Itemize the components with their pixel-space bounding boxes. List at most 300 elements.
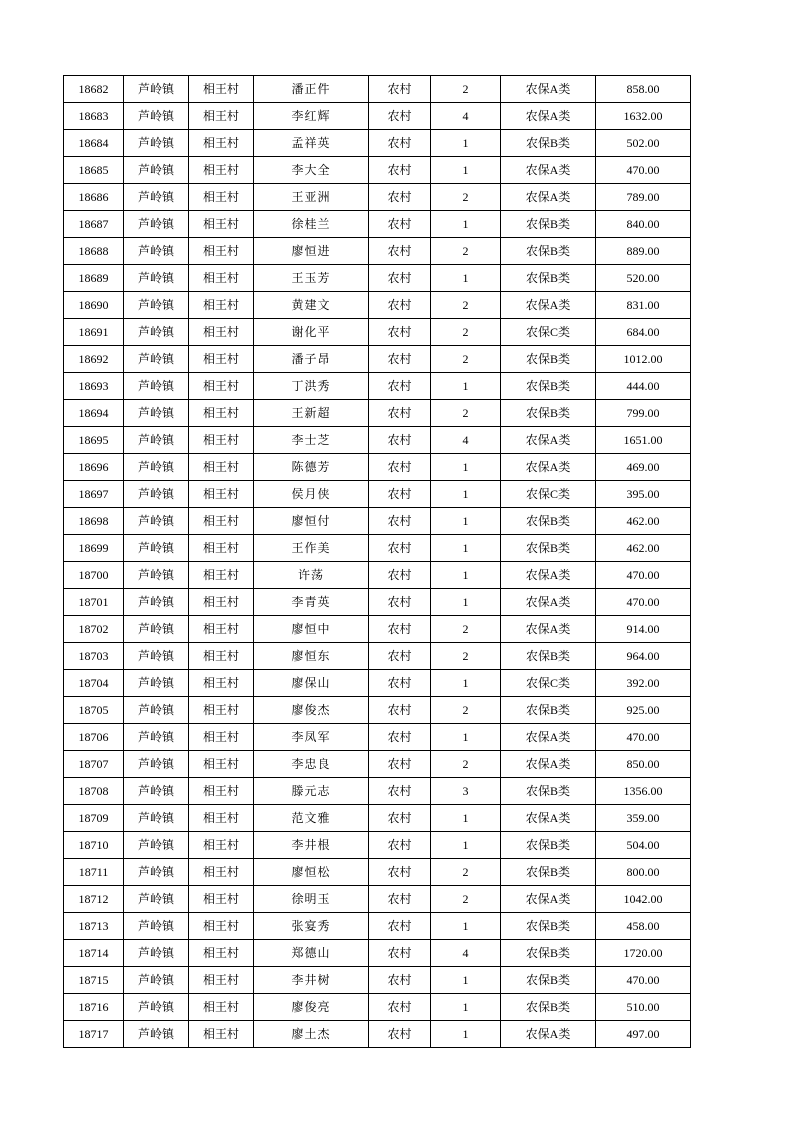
cell-id: 18710 — [64, 832, 124, 859]
cell-name: 范文雅 — [254, 805, 369, 832]
cell-count: 2 — [431, 697, 501, 724]
cell-town: 芦岭镇 — [124, 994, 189, 1021]
cell-amount: 964.00 — [596, 643, 691, 670]
cell-category: 农保A类 — [501, 562, 596, 589]
cell-town: 芦岭镇 — [124, 616, 189, 643]
cell-town: 芦岭镇 — [124, 643, 189, 670]
cell-type: 农村 — [369, 535, 431, 562]
cell-village: 相王村 — [189, 805, 254, 832]
cell-id: 18698 — [64, 508, 124, 535]
cell-name: 李大全 — [254, 157, 369, 184]
cell-village: 相王村 — [189, 481, 254, 508]
cell-village: 相王村 — [189, 886, 254, 913]
cell-village: 相王村 — [189, 238, 254, 265]
cell-count: 2 — [431, 184, 501, 211]
cell-town: 芦岭镇 — [124, 778, 189, 805]
cell-name: 廖恒东 — [254, 643, 369, 670]
cell-id: 18703 — [64, 643, 124, 670]
cell-name: 王亚洲 — [254, 184, 369, 211]
cell-category: 农保C类 — [501, 481, 596, 508]
cell-amount: 469.00 — [596, 454, 691, 481]
cell-name: 潘子昂 — [254, 346, 369, 373]
cell-village: 相王村 — [189, 427, 254, 454]
cell-count: 1 — [431, 967, 501, 994]
cell-town: 芦岭镇 — [124, 1021, 189, 1048]
cell-amount: 470.00 — [596, 562, 691, 589]
cell-name: 李凤军 — [254, 724, 369, 751]
cell-type: 农村 — [369, 265, 431, 292]
cell-type: 农村 — [369, 697, 431, 724]
table-row — [64, 481, 691, 508]
cell-town: 芦岭镇 — [124, 913, 189, 940]
cell-category: 农保A类 — [501, 616, 596, 643]
cell-type: 农村 — [369, 994, 431, 1021]
cell-id: 18699 — [64, 535, 124, 562]
cell-type: 农村 — [369, 562, 431, 589]
cell-name: 张宴秀 — [254, 913, 369, 940]
cell-category: 农保B类 — [501, 265, 596, 292]
cell-village: 相王村 — [189, 670, 254, 697]
cell-village: 相王村 — [189, 184, 254, 211]
cell-category: 农保A类 — [501, 76, 596, 103]
cell-name: 廖保山 — [254, 670, 369, 697]
cell-town: 芦岭镇 — [124, 373, 189, 400]
cell-id: 18701 — [64, 589, 124, 616]
cell-town: 芦岭镇 — [124, 346, 189, 373]
cell-category: 农保B类 — [501, 508, 596, 535]
cell-village: 相王村 — [189, 778, 254, 805]
cell-name: 李红辉 — [254, 103, 369, 130]
cell-id: 18687 — [64, 211, 124, 238]
cell-count: 4 — [431, 427, 501, 454]
cell-village: 相王村 — [189, 940, 254, 967]
cell-category: 农保A类 — [501, 724, 596, 751]
cell-amount: 925.00 — [596, 697, 691, 724]
cell-village: 相王村 — [189, 913, 254, 940]
cell-amount: 510.00 — [596, 994, 691, 1021]
cell-id: 18700 — [64, 562, 124, 589]
table-row — [64, 373, 691, 400]
table-row — [64, 805, 691, 832]
cell-village: 相王村 — [189, 967, 254, 994]
cell-type: 农村 — [369, 508, 431, 535]
table-row — [64, 670, 691, 697]
cell-id: 18712 — [64, 886, 124, 913]
cell-amount: 504.00 — [596, 832, 691, 859]
cell-amount: 470.00 — [596, 967, 691, 994]
cell-amount: 470.00 — [596, 589, 691, 616]
cell-village: 相王村 — [189, 157, 254, 184]
cell-count: 1 — [431, 481, 501, 508]
table-row — [64, 886, 691, 913]
cell-type: 农村 — [369, 427, 431, 454]
cell-id: 18707 — [64, 751, 124, 778]
cell-category: 农保A类 — [501, 589, 596, 616]
cell-id: 18702 — [64, 616, 124, 643]
cell-town: 芦岭镇 — [124, 427, 189, 454]
cell-type: 农村 — [369, 76, 431, 103]
table-row — [64, 859, 691, 886]
cell-town: 芦岭镇 — [124, 481, 189, 508]
cell-type: 农村 — [369, 238, 431, 265]
cell-count: 1 — [431, 265, 501, 292]
table-row — [64, 535, 691, 562]
cell-count: 2 — [431, 76, 501, 103]
cell-category: 农保B类 — [501, 697, 596, 724]
cell-town: 芦岭镇 — [124, 751, 189, 778]
cell-amount: 1356.00 — [596, 778, 691, 805]
cell-amount: 1632.00 — [596, 103, 691, 130]
table-row — [64, 454, 691, 481]
cell-amount: 800.00 — [596, 859, 691, 886]
cell-village: 相王村 — [189, 562, 254, 589]
cell-name: 许荡 — [254, 562, 369, 589]
cell-count: 1 — [431, 832, 501, 859]
cell-amount: 831.00 — [596, 292, 691, 319]
cell-type: 农村 — [369, 913, 431, 940]
cell-amount: 1012.00 — [596, 346, 691, 373]
cell-village: 相王村 — [189, 346, 254, 373]
cell-town: 芦岭镇 — [124, 535, 189, 562]
cell-category: 农保B类 — [501, 967, 596, 994]
cell-town: 芦岭镇 — [124, 238, 189, 265]
cell-amount: 799.00 — [596, 400, 691, 427]
cell-count: 1 — [431, 724, 501, 751]
table-row — [64, 319, 691, 346]
table-row — [64, 400, 691, 427]
cell-town: 芦岭镇 — [124, 967, 189, 994]
cell-id: 18704 — [64, 670, 124, 697]
cell-type: 农村 — [369, 589, 431, 616]
cell-name: 李忠良 — [254, 751, 369, 778]
cell-name: 李士芝 — [254, 427, 369, 454]
table-row — [64, 427, 691, 454]
cell-name: 廖恒松 — [254, 859, 369, 886]
cell-name: 黄建文 — [254, 292, 369, 319]
cell-village: 相王村 — [189, 292, 254, 319]
cell-count: 1 — [431, 562, 501, 589]
cell-amount: 502.00 — [596, 130, 691, 157]
cell-id: 18709 — [64, 805, 124, 832]
cell-id: 18715 — [64, 967, 124, 994]
cell-amount: 444.00 — [596, 373, 691, 400]
cell-count: 1 — [431, 211, 501, 238]
table-row — [64, 940, 691, 967]
cell-name: 徐明玉 — [254, 886, 369, 913]
cell-amount: 850.00 — [596, 751, 691, 778]
cell-village: 相王村 — [189, 643, 254, 670]
cell-id: 18688 — [64, 238, 124, 265]
table-row — [64, 76, 691, 103]
cell-id: 18705 — [64, 697, 124, 724]
cell-village: 相王村 — [189, 508, 254, 535]
cell-type: 农村 — [369, 886, 431, 913]
cell-town: 芦岭镇 — [124, 805, 189, 832]
cell-category: 农保B类 — [501, 940, 596, 967]
cell-type: 农村 — [369, 940, 431, 967]
cell-name: 丁洪秀 — [254, 373, 369, 400]
cell-amount: 840.00 — [596, 211, 691, 238]
cell-category: 农保B类 — [501, 130, 596, 157]
cell-town: 芦岭镇 — [124, 184, 189, 211]
cell-category: 农保A类 — [501, 184, 596, 211]
cell-name: 李青英 — [254, 589, 369, 616]
cell-id: 18696 — [64, 454, 124, 481]
cell-village: 相王村 — [189, 832, 254, 859]
cell-village: 相王村 — [189, 373, 254, 400]
cell-id: 18691 — [64, 319, 124, 346]
cell-type: 农村 — [369, 400, 431, 427]
cell-category: 农保B类 — [501, 238, 596, 265]
table-row — [64, 265, 691, 292]
cell-category: 农保B类 — [501, 643, 596, 670]
cell-town: 芦岭镇 — [124, 211, 189, 238]
cell-id: 18717 — [64, 1021, 124, 1048]
cell-id: 18683 — [64, 103, 124, 130]
cell-town: 芦岭镇 — [124, 724, 189, 751]
cell-count: 1 — [431, 535, 501, 562]
cell-amount: 470.00 — [596, 724, 691, 751]
cell-amount: 462.00 — [596, 508, 691, 535]
cell-type: 农村 — [369, 616, 431, 643]
cell-name: 侯月侠 — [254, 481, 369, 508]
cell-count: 2 — [431, 400, 501, 427]
cell-village: 相王村 — [189, 994, 254, 1021]
cell-category: 农保B类 — [501, 913, 596, 940]
cell-count: 1 — [431, 454, 501, 481]
cell-type: 农村 — [369, 859, 431, 886]
cell-name: 廖俊亮 — [254, 994, 369, 1021]
table-row — [64, 724, 691, 751]
cell-village: 相王村 — [189, 724, 254, 751]
table-row — [64, 994, 691, 1021]
cell-id: 18713 — [64, 913, 124, 940]
benefits-table — [63, 75, 691, 1048]
cell-id: 18690 — [64, 292, 124, 319]
cell-amount: 1042.00 — [596, 886, 691, 913]
cell-category: 农保A类 — [501, 454, 596, 481]
cell-id: 18708 — [64, 778, 124, 805]
cell-type: 农村 — [369, 346, 431, 373]
cell-town: 芦岭镇 — [124, 454, 189, 481]
cell-town: 芦岭镇 — [124, 157, 189, 184]
cell-name: 廖恒付 — [254, 508, 369, 535]
table-row — [64, 832, 691, 859]
cell-id: 18689 — [64, 265, 124, 292]
cell-town: 芦岭镇 — [124, 130, 189, 157]
cell-amount: 392.00 — [596, 670, 691, 697]
cell-amount: 470.00 — [596, 157, 691, 184]
cell-town: 芦岭镇 — [124, 265, 189, 292]
cell-type: 农村 — [369, 805, 431, 832]
cell-village: 相王村 — [189, 130, 254, 157]
table-row — [64, 211, 691, 238]
cell-village: 相王村 — [189, 859, 254, 886]
cell-id: 18693 — [64, 373, 124, 400]
cell-amount: 914.00 — [596, 616, 691, 643]
cell-type: 农村 — [369, 1021, 431, 1048]
cell-id: 18685 — [64, 157, 124, 184]
cell-count: 1 — [431, 994, 501, 1021]
cell-village: 相王村 — [189, 265, 254, 292]
table-body — [64, 76, 691, 1048]
cell-town: 芦岭镇 — [124, 832, 189, 859]
table-row — [64, 1021, 691, 1048]
table-row — [64, 697, 691, 724]
cell-id: 18711 — [64, 859, 124, 886]
cell-count: 2 — [431, 292, 501, 319]
cell-amount: 395.00 — [596, 481, 691, 508]
cell-name: 郑德山 — [254, 940, 369, 967]
cell-category: 农保B类 — [501, 400, 596, 427]
cell-village: 相王村 — [189, 697, 254, 724]
cell-town: 芦岭镇 — [124, 319, 189, 346]
cell-type: 农村 — [369, 103, 431, 130]
cell-type: 农村 — [369, 184, 431, 211]
cell-type: 农村 — [369, 481, 431, 508]
table-row — [64, 643, 691, 670]
cell-category: 农保C类 — [501, 670, 596, 697]
cell-category: 农保A类 — [501, 292, 596, 319]
table-row — [64, 967, 691, 994]
cell-category: 农保B类 — [501, 778, 596, 805]
table-row — [64, 778, 691, 805]
table-row — [64, 589, 691, 616]
table-row — [64, 157, 691, 184]
cell-town: 芦岭镇 — [124, 508, 189, 535]
table-row — [64, 103, 691, 130]
table-row — [64, 508, 691, 535]
cell-category: 农保A类 — [501, 103, 596, 130]
cell-count: 3 — [431, 778, 501, 805]
cell-amount: 858.00 — [596, 76, 691, 103]
cell-town: 芦岭镇 — [124, 103, 189, 130]
cell-amount: 520.00 — [596, 265, 691, 292]
table-row — [64, 238, 691, 265]
cell-type: 农村 — [369, 319, 431, 346]
cell-count: 1 — [431, 1021, 501, 1048]
cell-town: 芦岭镇 — [124, 589, 189, 616]
cell-amount: 684.00 — [596, 319, 691, 346]
cell-town: 芦岭镇 — [124, 292, 189, 319]
cell-category: 农保A类 — [501, 751, 596, 778]
table-row — [64, 562, 691, 589]
cell-village: 相王村 — [189, 616, 254, 643]
table-row — [64, 346, 691, 373]
cell-type: 农村 — [369, 643, 431, 670]
cell-count: 1 — [431, 589, 501, 616]
cell-id: 18695 — [64, 427, 124, 454]
cell-village: 相王村 — [189, 76, 254, 103]
cell-count: 1 — [431, 805, 501, 832]
cell-name: 徐桂兰 — [254, 211, 369, 238]
cell-category: 农保B类 — [501, 994, 596, 1021]
cell-amount: 458.00 — [596, 913, 691, 940]
table-row — [64, 292, 691, 319]
cell-type: 农村 — [369, 157, 431, 184]
cell-type: 农村 — [369, 670, 431, 697]
cell-count: 4 — [431, 103, 501, 130]
cell-id: 18692 — [64, 346, 124, 373]
cell-name: 王新超 — [254, 400, 369, 427]
cell-id: 18706 — [64, 724, 124, 751]
cell-village: 相王村 — [189, 319, 254, 346]
cell-category: 农保B类 — [501, 346, 596, 373]
cell-village: 相王村 — [189, 400, 254, 427]
cell-count: 1 — [431, 913, 501, 940]
cell-village: 相王村 — [189, 103, 254, 130]
cell-count: 1 — [431, 670, 501, 697]
cell-category: 农保B类 — [501, 859, 596, 886]
cell-village: 相王村 — [189, 454, 254, 481]
cell-count: 1 — [431, 508, 501, 535]
cell-category: 农保B类 — [501, 832, 596, 859]
cell-category: 农保A类 — [501, 157, 596, 184]
cell-category: 农保A类 — [501, 427, 596, 454]
cell-town: 芦岭镇 — [124, 886, 189, 913]
cell-town: 芦岭镇 — [124, 940, 189, 967]
cell-name: 廖俊杰 — [254, 697, 369, 724]
cell-name: 王玉芳 — [254, 265, 369, 292]
cell-town: 芦岭镇 — [124, 859, 189, 886]
cell-count: 1 — [431, 130, 501, 157]
cell-count: 2 — [431, 238, 501, 265]
cell-count: 2 — [431, 616, 501, 643]
cell-name: 陈德芳 — [254, 454, 369, 481]
cell-name: 孟祥英 — [254, 130, 369, 157]
cell-amount: 1720.00 — [596, 940, 691, 967]
cell-town: 芦岭镇 — [124, 400, 189, 427]
cell-id: 18684 — [64, 130, 124, 157]
cell-village: 相王村 — [189, 751, 254, 778]
cell-count: 1 — [431, 157, 501, 184]
cell-town: 芦岭镇 — [124, 562, 189, 589]
table-row — [64, 616, 691, 643]
cell-type: 农村 — [369, 292, 431, 319]
cell-amount: 889.00 — [596, 238, 691, 265]
cell-name: 潘正件 — [254, 76, 369, 103]
cell-name: 李井树 — [254, 967, 369, 994]
cell-count: 2 — [431, 751, 501, 778]
cell-name: 滕元志 — [254, 778, 369, 805]
cell-type: 农村 — [369, 130, 431, 157]
cell-village: 相王村 — [189, 535, 254, 562]
cell-name: 李井根 — [254, 832, 369, 859]
cell-town: 芦岭镇 — [124, 697, 189, 724]
cell-type: 农村 — [369, 211, 431, 238]
cell-count: 4 — [431, 940, 501, 967]
cell-category: 农保A类 — [501, 805, 596, 832]
cell-category: 农保A类 — [501, 886, 596, 913]
cell-amount: 462.00 — [596, 535, 691, 562]
cell-count: 2 — [431, 319, 501, 346]
cell-id: 18686 — [64, 184, 124, 211]
table-row — [64, 751, 691, 778]
cell-town: 芦岭镇 — [124, 670, 189, 697]
cell-village: 相王村 — [189, 589, 254, 616]
cell-village: 相王村 — [189, 211, 254, 238]
cell-count: 1 — [431, 373, 501, 400]
cell-type: 农村 — [369, 373, 431, 400]
cell-category: 农保C类 — [501, 319, 596, 346]
cell-type: 农村 — [369, 832, 431, 859]
cell-category: 农保B类 — [501, 535, 596, 562]
cell-type: 农村 — [369, 778, 431, 805]
cell-type: 农村 — [369, 724, 431, 751]
cell-name: 廖土杰 — [254, 1021, 369, 1048]
cell-amount: 1651.00 — [596, 427, 691, 454]
cell-town: 芦岭镇 — [124, 76, 189, 103]
